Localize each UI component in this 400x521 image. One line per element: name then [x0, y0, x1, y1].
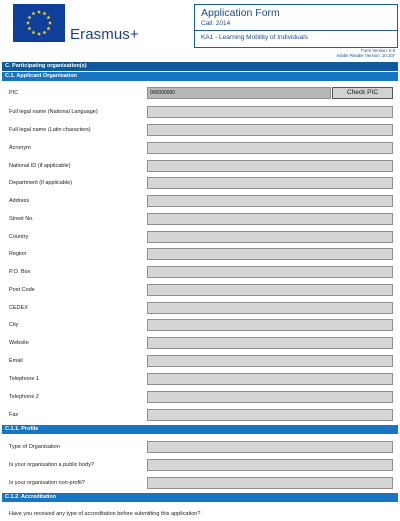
- application-form-box: [194, 4, 398, 48]
- section-accreditation: C.1.2. Accreditation: [2, 493, 398, 502]
- star-icon: [27, 26, 31, 30]
- field-label: Email: [9, 358, 23, 364]
- field-label: Telephone 1: [9, 376, 39, 382]
- field-label: Region: [9, 251, 27, 257]
- section-applicant: C.1. Applicant Organisation: [2, 72, 398, 81]
- text-field[interactable]: [147, 106, 393, 118]
- field-label: Full legal name (Latin characters): [9, 127, 91, 133]
- star-icon: [46, 26, 50, 30]
- star-icon: [37, 32, 41, 36]
- section-participating: C. Participating organisation(s): [2, 62, 398, 71]
- text-field[interactable]: [147, 373, 393, 385]
- field-label: Fax: [9, 412, 19, 418]
- text-field[interactable]: [147, 248, 393, 260]
- reader-version: Adobe Reader Version: 10.107: [336, 53, 395, 58]
- form-row: [0, 352, 400, 368]
- star-icon: [37, 10, 41, 14]
- star-icon: [31, 11, 35, 15]
- section-profile: C.1.1. Profile: [2, 425, 398, 434]
- call-label: Call: 2014: [201, 20, 231, 27]
- field-label: National ID (if applicable): [9, 163, 71, 169]
- field-label: Telephone 2: [9, 394, 39, 400]
- pic-row: [0, 84, 400, 100]
- star-icon: [26, 21, 30, 25]
- text-field[interactable]: [147, 391, 393, 403]
- field-label: Full legal name (National Language): [9, 109, 98, 115]
- field-label: Type of Organisation: [9, 444, 60, 450]
- form-row: [0, 334, 400, 350]
- field-label: CEDEX: [9, 305, 28, 311]
- field-label: City: [9, 322, 19, 328]
- field-label: Country: [9, 234, 29, 240]
- text-field[interactable]: [147, 177, 393, 189]
- text-field[interactable]: [147, 302, 393, 314]
- form-row: [0, 228, 400, 244]
- action-label: KA1 - Learning Mobility of Individuals: [201, 34, 308, 41]
- star-icon: [46, 15, 50, 19]
- field-label: Is your organisation non-profit?: [9, 480, 85, 486]
- form-row: [0, 438, 400, 454]
- field-label: Department (if applicable): [9, 180, 72, 186]
- form-row: [0, 474, 400, 490]
- field-label: Street No.: [9, 216, 34, 222]
- text-field[interactable]: [147, 409, 393, 421]
- form-row: [0, 370, 400, 386]
- star-icon: [48, 21, 52, 25]
- form-row: [0, 245, 400, 261]
- star-icon: [42, 11, 46, 15]
- form-row: [0, 121, 400, 137]
- text-field[interactable]: [147, 459, 393, 471]
- form-row: [0, 157, 400, 173]
- form-row: [0, 316, 400, 332]
- form-row: [0, 210, 400, 226]
- field-label: Address: [9, 198, 30, 204]
- text-field[interactable]: [147, 160, 393, 172]
- text-field[interactable]: [147, 195, 393, 207]
- text-field[interactable]: [147, 142, 393, 154]
- text-field[interactable]: [147, 284, 393, 296]
- text-field[interactable]: [147, 337, 393, 349]
- pic-label: PIC: [9, 90, 19, 96]
- text-field[interactable]: [147, 213, 393, 225]
- field-label: Acronym: [9, 145, 31, 151]
- erasmus-brand: Erasmus+: [70, 26, 139, 43]
- accreditation-question: Have you received any type of accreditation before submitting this application?: [9, 511, 201, 517]
- text-field[interactable]: [147, 319, 393, 331]
- text-field[interactable]: [147, 124, 393, 136]
- form-row: [0, 263, 400, 279]
- text-field[interactable]: [147, 441, 393, 453]
- star-icon: [27, 15, 31, 19]
- form-row: [0, 139, 400, 155]
- pic-field[interactable]: 000000000: [147, 87, 331, 99]
- divider: [195, 30, 397, 31]
- field-label: P.O. Box: [9, 269, 31, 275]
- form-row: [0, 103, 400, 119]
- form-version: Form Version: 0.9: [361, 48, 395, 53]
- star-icon: [31, 30, 35, 34]
- field-label: Post Code: [9, 287, 35, 293]
- form-row: [0, 388, 400, 404]
- text-field[interactable]: [147, 266, 393, 278]
- star-icon: [42, 30, 46, 34]
- form-row: [0, 406, 400, 422]
- text-field[interactable]: [147, 355, 393, 367]
- form-row: [0, 174, 400, 190]
- text-field[interactable]: [147, 231, 393, 243]
- field-label: Website: [9, 340, 29, 346]
- check-pic-button[interactable]: Check PIC: [332, 87, 393, 99]
- form-row: [0, 456, 400, 472]
- field-label: Is your organisation a public body?: [9, 462, 94, 468]
- text-field[interactable]: [147, 477, 393, 489]
- form-title: Application Form: [201, 7, 280, 19]
- form-row: [0, 299, 400, 315]
- form-row: [0, 281, 400, 297]
- form-row: [0, 192, 400, 208]
- eu-flag-logo: [13, 4, 65, 42]
